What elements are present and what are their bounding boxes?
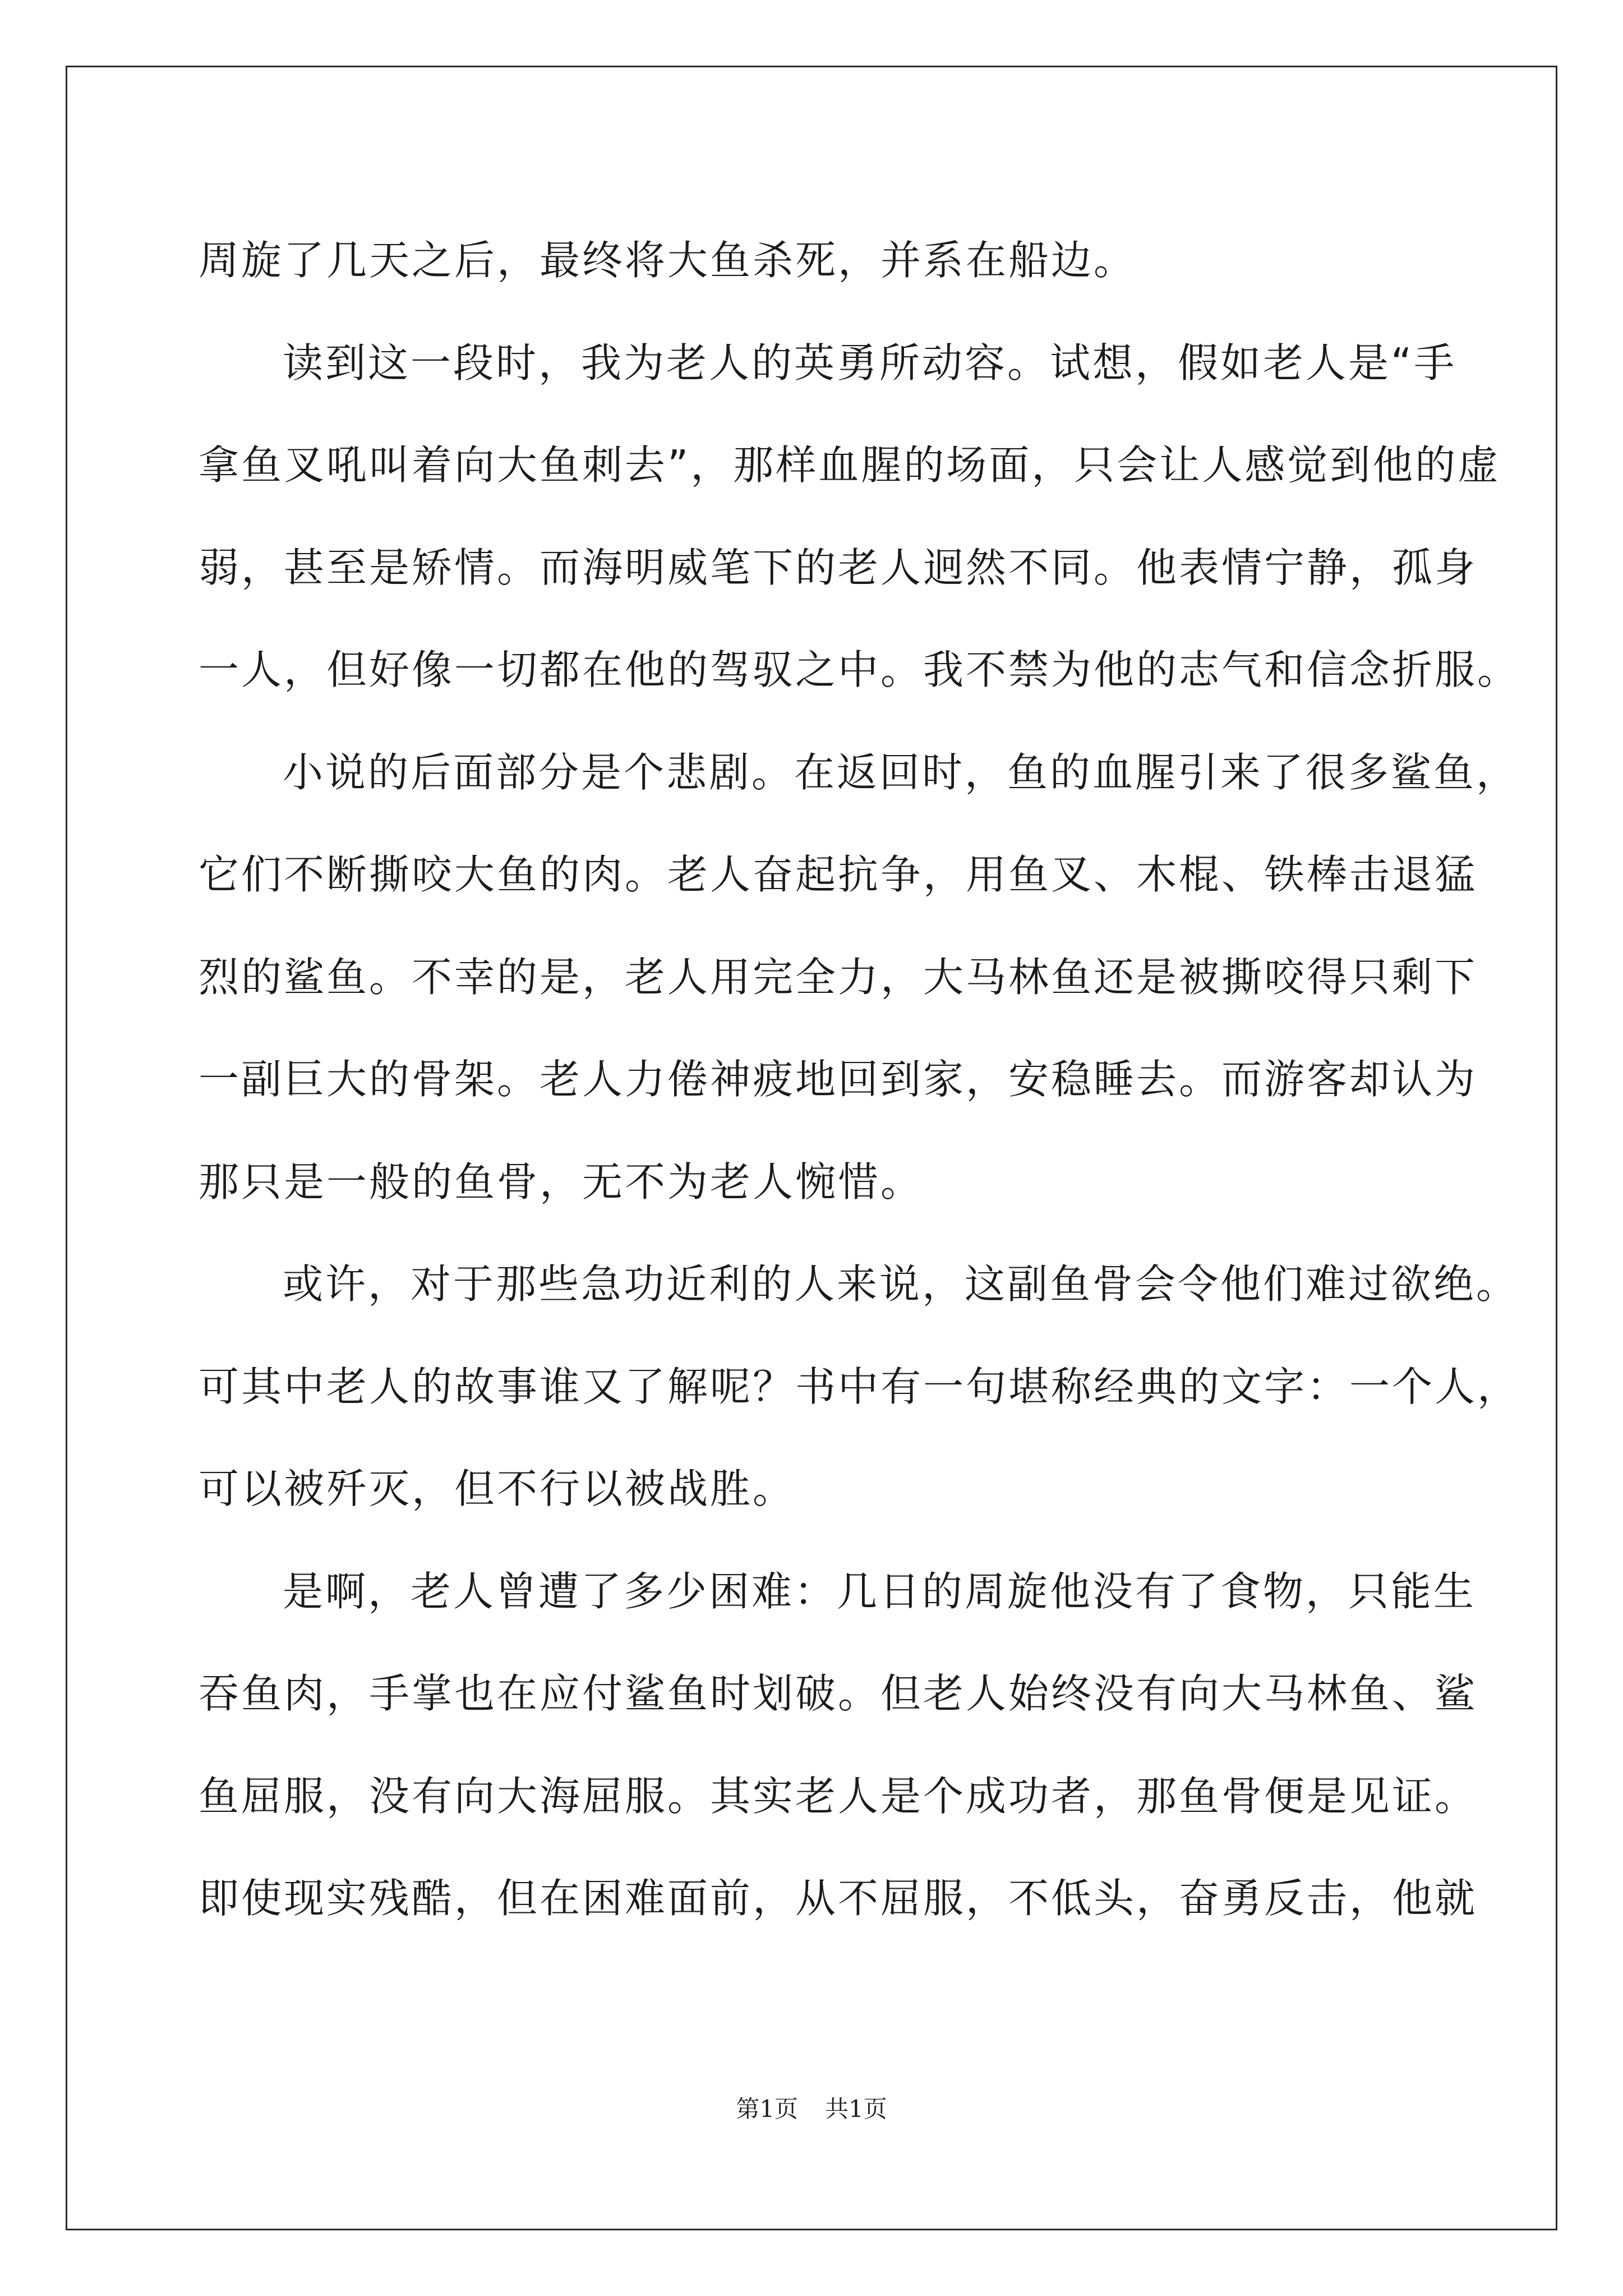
text-line: 小说的后面部分是个悲剧。在返回时，鱼的血腥引来了很多鲨鱼， bbox=[283, 748, 1519, 796]
text-line: 可以被歼灭，但不行以被战胜。 bbox=[199, 1465, 796, 1512]
text-line: 拿鱼叉吼叫着向大鱼刺去”，那样血腥的场面，只会让人感觉到他的虚 bbox=[199, 441, 1501, 489]
text-line: 弱，甚至是矫情。而海明威笔下的老人迥然不同。他表情宁静，孤身 bbox=[199, 544, 1478, 591]
text-line: 那只是一般的鱼骨，无不为老人惋惜。 bbox=[199, 1158, 924, 1205]
document-body bbox=[199, 209, 1520, 1950]
text-line: 一副巨大的骨架。老人力倦神疲地回到家，安稳睡去。而游客却认为 bbox=[199, 1056, 1478, 1103]
page-number: 第1页 bbox=[736, 2095, 798, 2123]
text-line: 是啊，老人曾遭了多少困难：几日的周旋他没有了食物，只能生 bbox=[283, 1567, 1477, 1615]
text-line: 读到这一段时，我为老人的英勇所动容。试想，假如老人是“手 bbox=[283, 339, 1457, 386]
page-total: 共1页 bbox=[825, 2095, 887, 2123]
page-footer bbox=[0, 2091, 1623, 2124]
text-line: 一人，但好像一切都在他的驾驭之中。我不禁为他的志气和信念折服。 bbox=[199, 646, 1520, 693]
text-line: 周旋了几天之后，最终将大鱼杀死，并系在船边。 bbox=[199, 237, 1137, 284]
text-line: 可其中老人的故事谁又了解呢？书中有一句堪称经典的文字：一个人， bbox=[199, 1363, 1520, 1410]
text-line: 即使现实残酷，但在困难面前，从不屈服，不低头，奋勇反击，他就 bbox=[199, 1875, 1478, 1922]
text-line: 烈的鲨鱼。不幸的是，老人用完全力，大马林鱼还是被撕咬得只剩下 bbox=[199, 953, 1478, 1001]
text-line: 或许，对于那些急功近利的人来说，这副鱼骨会令他们难过欲绝。 bbox=[283, 1260, 1519, 1308]
text-line: 吞鱼肉，手掌也在应付鲨鱼时划破。但老人始终没有向大马林鱼、鲨 bbox=[199, 1670, 1478, 1717]
text-line: 它们不断撕咬大鱼的肉。老人奋起抗争，用鱼叉、木棍、铁棒击退猛 bbox=[199, 851, 1478, 898]
text-line: 鱼屈服，没有向大海屈服。其实老人是个成功者，那鱼骨便是见证。 bbox=[199, 1772, 1478, 1820]
